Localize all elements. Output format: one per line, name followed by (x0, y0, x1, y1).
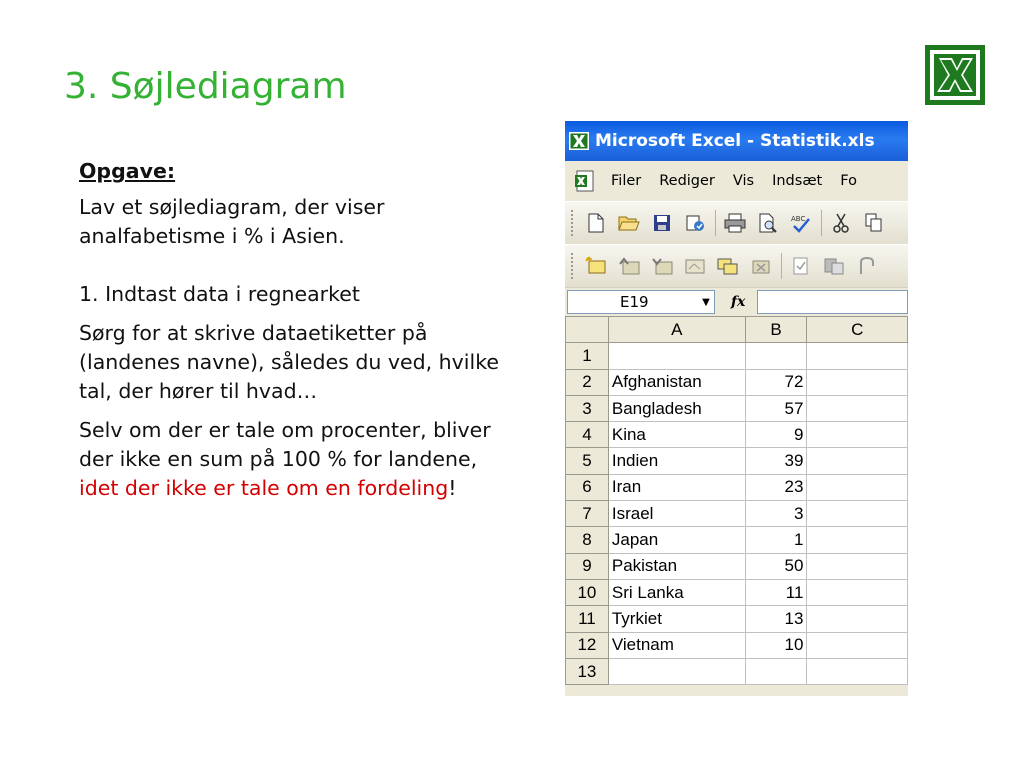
cell-b[interactable]: 23 (745, 474, 807, 500)
table-row (566, 369, 908, 395)
table-row (566, 395, 908, 421)
excel-menubar (565, 161, 908, 201)
cell-b[interactable]: 50 (745, 553, 807, 579)
task-step-1: 1. Indtast data i regnearket (79, 282, 360, 306)
cell-c[interactable] (807, 658, 908, 684)
table-row (566, 527, 908, 553)
cell-a[interactable]: Sri Lanka (608, 579, 745, 605)
table-row (566, 658, 908, 684)
cell-b[interactable]: 1 (745, 527, 807, 553)
cell-b[interactable]: 13 (745, 606, 807, 632)
toolbar-separator (781, 253, 782, 279)
row-header[interactable]: 5 (566, 448, 609, 474)
cell-b[interactable]: 39 (745, 448, 807, 474)
menu-file[interactable]: Filer (611, 173, 642, 189)
formula-input[interactable] (757, 290, 908, 314)
menu-view[interactable]: Vis (732, 173, 755, 189)
previous-comment-icon[interactable] (616, 253, 642, 279)
cell-a[interactable]: Indien (608, 448, 745, 474)
toolbar-separator (821, 210, 822, 236)
cell-b[interactable]: 57 (745, 395, 807, 421)
new-comment-icon[interactable] (583, 253, 609, 279)
permission-icon[interactable] (682, 210, 708, 236)
copy-icon[interactable] (861, 210, 887, 236)
cut-icon[interactable] (828, 210, 854, 236)
column-header-b[interactable]: B (745, 317, 807, 343)
cell-a[interactable]: Pakistan (608, 553, 745, 579)
row-header[interactable]: 9 (566, 553, 609, 579)
open-folder-icon[interactable] (616, 210, 642, 236)
cell-c[interactable] (807, 395, 908, 421)
table-row (566, 474, 908, 500)
task-paragraph-2-highlight: idet der ikke er tale om en fordeling (79, 476, 449, 500)
show-comment-icon[interactable] (682, 253, 708, 279)
excel-window-title: Microsoft Excel - Statistik.xls (595, 131, 875, 151)
name-box-value: E19 (620, 293, 649, 311)
table-row (566, 553, 908, 579)
row-header[interactable]: 7 (566, 501, 609, 527)
chevron-down-icon[interactable]: ▼ (702, 296, 710, 308)
toolbar-grip[interactable] (571, 253, 577, 279)
cell-a[interactable]: Israel (608, 501, 745, 527)
cell-b[interactable]: 72 (745, 369, 807, 395)
select-all-corner[interactable] (566, 317, 609, 343)
cell-b[interactable]: 10 (745, 632, 807, 658)
cell-a[interactable]: Tyrkiet (608, 606, 745, 632)
task-heading: Opgave: (79, 159, 176, 183)
track-changes-icon[interactable] (821, 253, 847, 279)
cell-a[interactable]: Vietnam (608, 632, 745, 658)
name-box[interactable] (567, 290, 715, 314)
table-row (566, 606, 908, 632)
menu-insert[interactable]: Indsæt (772, 173, 823, 189)
row-header[interactable]: 4 (566, 422, 609, 448)
cell-a[interactable]: Iran (608, 474, 745, 500)
table-row (566, 579, 908, 605)
row-header[interactable]: 11 (566, 606, 609, 632)
slide-title: 3. Søjlediagram (64, 66, 347, 107)
save-icon[interactable] (649, 210, 675, 236)
task-description (79, 157, 499, 503)
cell-c[interactable] (807, 579, 908, 605)
cell-c[interactable] (807, 632, 908, 658)
column-header-a[interactable]: A (608, 317, 745, 343)
cell-c[interactable] (807, 474, 908, 500)
print-icon[interactable] (722, 210, 748, 236)
cell-c[interactable] (807, 527, 908, 553)
ink-annotations-icon[interactable] (788, 253, 814, 279)
cell-c[interactable] (807, 501, 908, 527)
workbook-icon[interactable] (573, 169, 599, 193)
reviewing-toolbar (565, 244, 908, 287)
excel-logo-icon (924, 44, 986, 106)
excel-screenshot (565, 121, 908, 696)
column-header-c[interactable]: C (807, 317, 908, 343)
cell-b[interactable]: 3 (745, 501, 807, 527)
table-row (566, 632, 908, 658)
reviewing-pane-icon[interactable] (854, 253, 880, 279)
row-header[interactable]: 2 (566, 369, 609, 395)
cell-b[interactable]: 11 (745, 579, 807, 605)
cell-a[interactable]: Afghanistan (608, 369, 745, 395)
table-row (566, 501, 908, 527)
cell-a[interactable]: Japan (608, 527, 745, 553)
toolbar-grip[interactable] (571, 210, 577, 236)
row-header[interactable]: 13 (566, 658, 609, 684)
cell-c[interactable] (807, 369, 908, 395)
excel-app-icon (569, 132, 589, 150)
task-paragraph-2-start: Selv om der er tale om procenter, bliver der ikke en sum på 100 % for landene, (79, 418, 491, 471)
cell-c[interactable] (807, 422, 908, 448)
row-header[interactable]: 3 (566, 395, 609, 421)
row-header[interactable]: 10 (566, 579, 609, 605)
formula-bar (565, 287, 908, 316)
row-header[interactable]: 8 (566, 527, 609, 553)
delete-comment-icon[interactable] (748, 253, 774, 279)
cell-a[interactable] (608, 658, 745, 684)
next-comment-icon[interactable] (649, 253, 675, 279)
table-row (566, 448, 908, 474)
cell-b[interactable]: 9 (745, 422, 807, 448)
new-file-icon[interactable] (583, 210, 609, 236)
table-row (566, 343, 908, 369)
row-header[interactable]: 12 (566, 632, 609, 658)
insert-function-icon[interactable]: fx (731, 294, 746, 310)
cell-a[interactable]: Bangladesh (608, 395, 745, 421)
worksheet-grid (565, 316, 908, 685)
show-all-comments-icon[interactable] (715, 253, 741, 279)
excel-titlebar (565, 121, 908, 161)
menu-format[interactable]: Fo (840, 173, 857, 189)
task-paragraph-1: Sørg for at skrive dataetiketter på (landenes navne), således du ved, hvilke tal, der hører til hvad… (79, 321, 499, 403)
menu-edit[interactable]: Rediger (659, 173, 715, 189)
toolbar-separator (715, 210, 716, 236)
task-instruction: Lav et søjlediagram, der viser analfabetisme i % i Asien. (79, 195, 385, 248)
cell-b[interactable] (745, 343, 807, 369)
cell-c[interactable] (807, 553, 908, 579)
task-paragraph-2 (79, 416, 499, 503)
cell-c[interactable] (807, 343, 908, 369)
task-paragraph-2-end: ! (448, 476, 457, 500)
standard-toolbar (565, 201, 908, 244)
table-row (566, 422, 908, 448)
row-header[interactable]: 1 (566, 343, 609, 369)
svg-text:ABC: ABC (791, 215, 806, 223)
print-preview-icon[interactable] (755, 210, 781, 236)
spelling-icon[interactable] (788, 210, 814, 236)
cell-a[interactable]: Kina (608, 422, 745, 448)
cell-c[interactable] (807, 448, 908, 474)
cell-c[interactable] (807, 606, 908, 632)
cell-a[interactable] (608, 343, 745, 369)
row-header[interactable]: 6 (566, 474, 609, 500)
cell-b[interactable] (745, 658, 807, 684)
